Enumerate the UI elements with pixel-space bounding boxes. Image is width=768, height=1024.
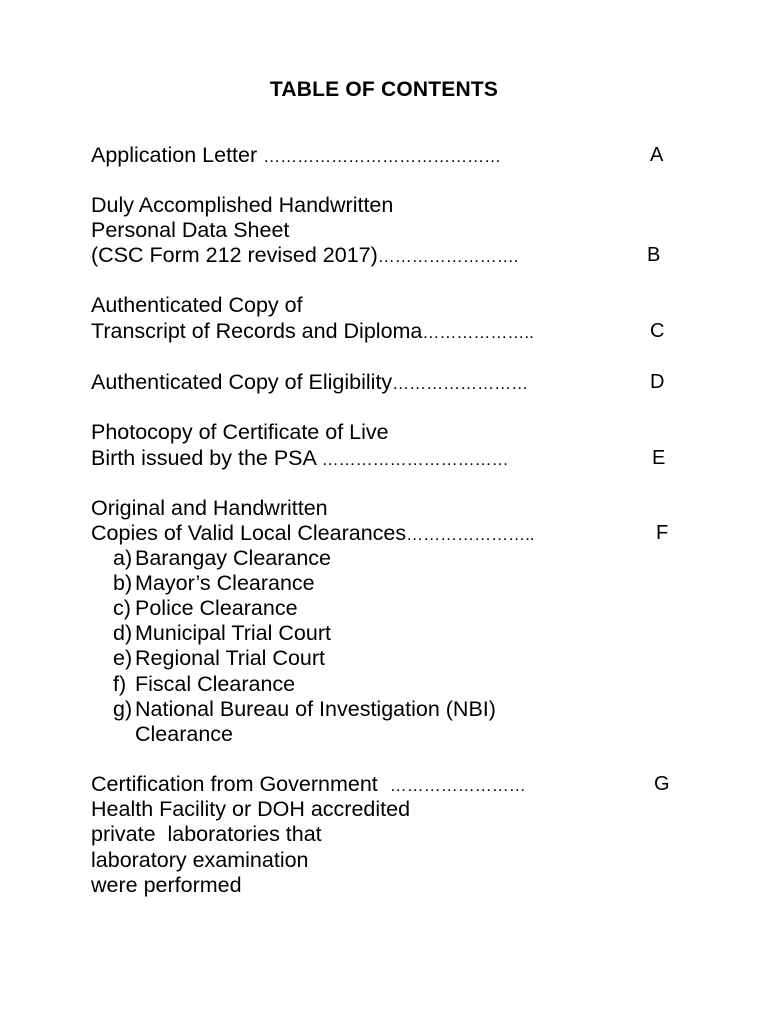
toc-entry-text: Application Letter <box>91 143 264 167</box>
sub-item-text: National Bureau of Investigation (NBI) <box>135 697 496 721</box>
sub-item-text: Regional Trial Court <box>135 646 326 670</box>
sub-item-municipal-trial-court <box>113 621 331 646</box>
page-title: TABLE OF CONTENTS <box>269 78 499 101</box>
toc-entry-text: Transcript of Records and Diploma <box>91 319 423 343</box>
leader-dots: ……………………. <box>377 247 519 266</box>
sub-item-marker: e) <box>113 646 133 670</box>
leader-dots: …………………………………… <box>263 147 502 166</box>
toc-entry-g-line-3: private laboratories that <box>91 822 322 846</box>
toc-entry-code: B <box>647 244 661 266</box>
leader-dots: …………………………… <box>321 450 509 469</box>
sub-item-text: Mayor’s Clearance <box>135 571 315 595</box>
toc-entry-a <box>91 143 501 169</box>
toc-entry-code: C <box>650 320 665 342</box>
sub-item-fiscal-clearance <box>113 672 295 697</box>
toc-entry-b-line-1: Duly Accomplished Handwritten <box>91 193 394 217</box>
toc-entry-f-line-2 <box>91 521 535 547</box>
toc-entry-e-line-2 <box>91 446 509 472</box>
sub-item-police-clearance <box>113 596 298 621</box>
toc-entry-c-line-2 <box>91 319 534 345</box>
leader-dots: …………………… <box>392 374 529 393</box>
sub-item-nbi-clearance <box>113 697 496 722</box>
toc-entry-code: F <box>656 522 669 544</box>
toc-entry-d <box>91 370 528 396</box>
sub-item-text: Clearance <box>135 722 233 746</box>
toc-entry-code: A <box>650 144 664 166</box>
toc-entry-text: Authenticated Copy of Eligibility <box>91 370 393 394</box>
toc-entry-code: G <box>654 773 670 795</box>
toc-entry-g-line-2: Health Facility or DOH accredited <box>91 797 411 821</box>
sub-item-marker: a) <box>113 546 133 570</box>
sub-item-marker: f) <box>113 672 127 696</box>
sub-item-text: Barangay Clearance <box>135 546 332 570</box>
sub-item-barangay-clearance <box>113 546 331 571</box>
sub-item-marker: c) <box>113 596 131 620</box>
toc-entry-text: Birth issued by the PSA <box>91 446 322 470</box>
sub-item-marker: b) <box>113 571 133 595</box>
sub-item-regional-trial-court <box>113 646 325 671</box>
sub-item-marker: g) <box>113 697 133 721</box>
leader-dots: ……………….. <box>422 323 534 342</box>
leader-dots: ………………….. <box>406 525 535 544</box>
sub-item-nbi-clearance-continued <box>113 722 233 747</box>
sub-item-text: Fiscal Clearance <box>135 672 296 696</box>
toc-entry-text: (CSC Form 212 revised 2017) <box>91 243 378 267</box>
toc-entry-text: Certification from Government <box>91 772 390 796</box>
toc-entry-code: D <box>650 371 665 393</box>
toc-entry-b-line-2: Personal Data Sheet <box>91 218 290 242</box>
toc-entry-b-line-3 <box>91 243 519 269</box>
toc-entry-code: E <box>652 447 666 469</box>
toc-entry-e-line-1: Photocopy of Certificate of Live <box>91 420 389 444</box>
toc-entry-f-line-1: Original and Handwritten <box>91 496 328 520</box>
toc-entry-g-line-5: were performed <box>91 873 242 897</box>
toc-entry-c-line-1: Authenticated Copy of <box>91 293 303 317</box>
leader-dots: …………………… <box>389 776 526 795</box>
sub-item-text: Police Clearance <box>135 596 298 620</box>
toc-entry-g-line-1 <box>91 772 526 798</box>
toc-entry-g-line-4: laboratory examination <box>91 848 309 872</box>
sub-item-text: Municipal Trial Court <box>135 621 331 645</box>
sub-item-mayors-clearance <box>113 571 315 596</box>
sub-item-marker: d) <box>113 621 133 645</box>
toc-entry-text: Copies of Valid Local Clearances <box>91 521 407 545</box>
